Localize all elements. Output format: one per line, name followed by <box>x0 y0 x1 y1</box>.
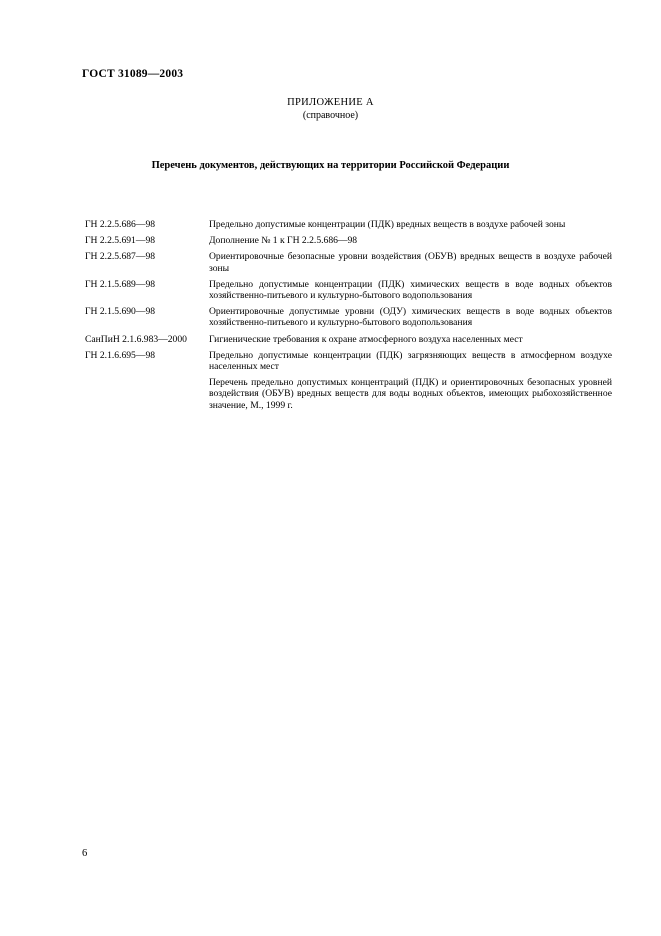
list-item <box>85 235 612 246</box>
document-code: ГН 2.2.5.687—98 <box>85 251 156 263</box>
document-code <box>85 377 209 411</box>
document-description: Перечень предельно допустимых концентраций (ПДК) и ориентировочных безопасных уровней воздействия (ОБУВ) вредных веществ для воды водных объектов, имеющих рыбохозяйственное значение, М., 1999 г. <box>209 377 612 411</box>
list-item <box>85 219 612 230</box>
page-number: 6 <box>82 848 88 859</box>
list-item <box>85 377 612 411</box>
document-description: Ориентировочные безопасные уровни воздействия (ОБУВ) вредных веществ в воздухе рабочей зоны <box>209 251 612 274</box>
document-description: Предельно допустимые концентрации (ПДК) загрязняющих веществ в атмосферном воздухе населенных мест <box>209 349 612 373</box>
list-item <box>85 279 612 301</box>
annex-title: ПРИЛОЖЕНИЕ А <box>287 97 374 108</box>
document-description: Предельно допустимые концентрации (ПДК) вредных веществ в воздухе рабочей зоны <box>209 219 566 230</box>
document-id: ГОСТ 31089—2003 <box>82 68 184 80</box>
document-description: Предельно допустимые концентрации (ПДК) химических веществ в воде водных объектов хозяйственно-питьевого и культурно-бытового водопользования <box>209 278 612 302</box>
list-item <box>85 334 612 345</box>
list-item <box>85 306 612 328</box>
documents-list <box>85 219 612 416</box>
list-item <box>85 251 612 273</box>
document-code: ГН 2.1.5.690—98 <box>85 306 156 318</box>
annex-subtitle: (справочное) <box>302 110 359 121</box>
document-description: Гигиенические требования к охране атмосферного воздуха населенных мест <box>209 333 523 345</box>
list-title: Перечень документов, действующих на территории Российской Федерации <box>151 160 510 171</box>
document-description: Ориентировочные допустимые уровни (ОДУ) химических веществ в воде водных объектов хозяйственно-питьевого и культурно-бытового водопользования <box>209 306 612 329</box>
document-code: ГН 2.1.6.695—98 <box>85 349 156 361</box>
document-code: ГН 2.2.5.686—98 <box>85 219 156 230</box>
document-description: Дополнение № 1 к ГН 2.2.5.686—98 <box>209 235 358 247</box>
document-code: ГН 2.1.5.689—98 <box>85 278 156 290</box>
document-code: СанПиН 2.1.6.983—2000 <box>85 333 187 345</box>
list-item <box>85 350 612 372</box>
document-code: ГН 2.2.5.691—98 <box>85 235 156 247</box>
